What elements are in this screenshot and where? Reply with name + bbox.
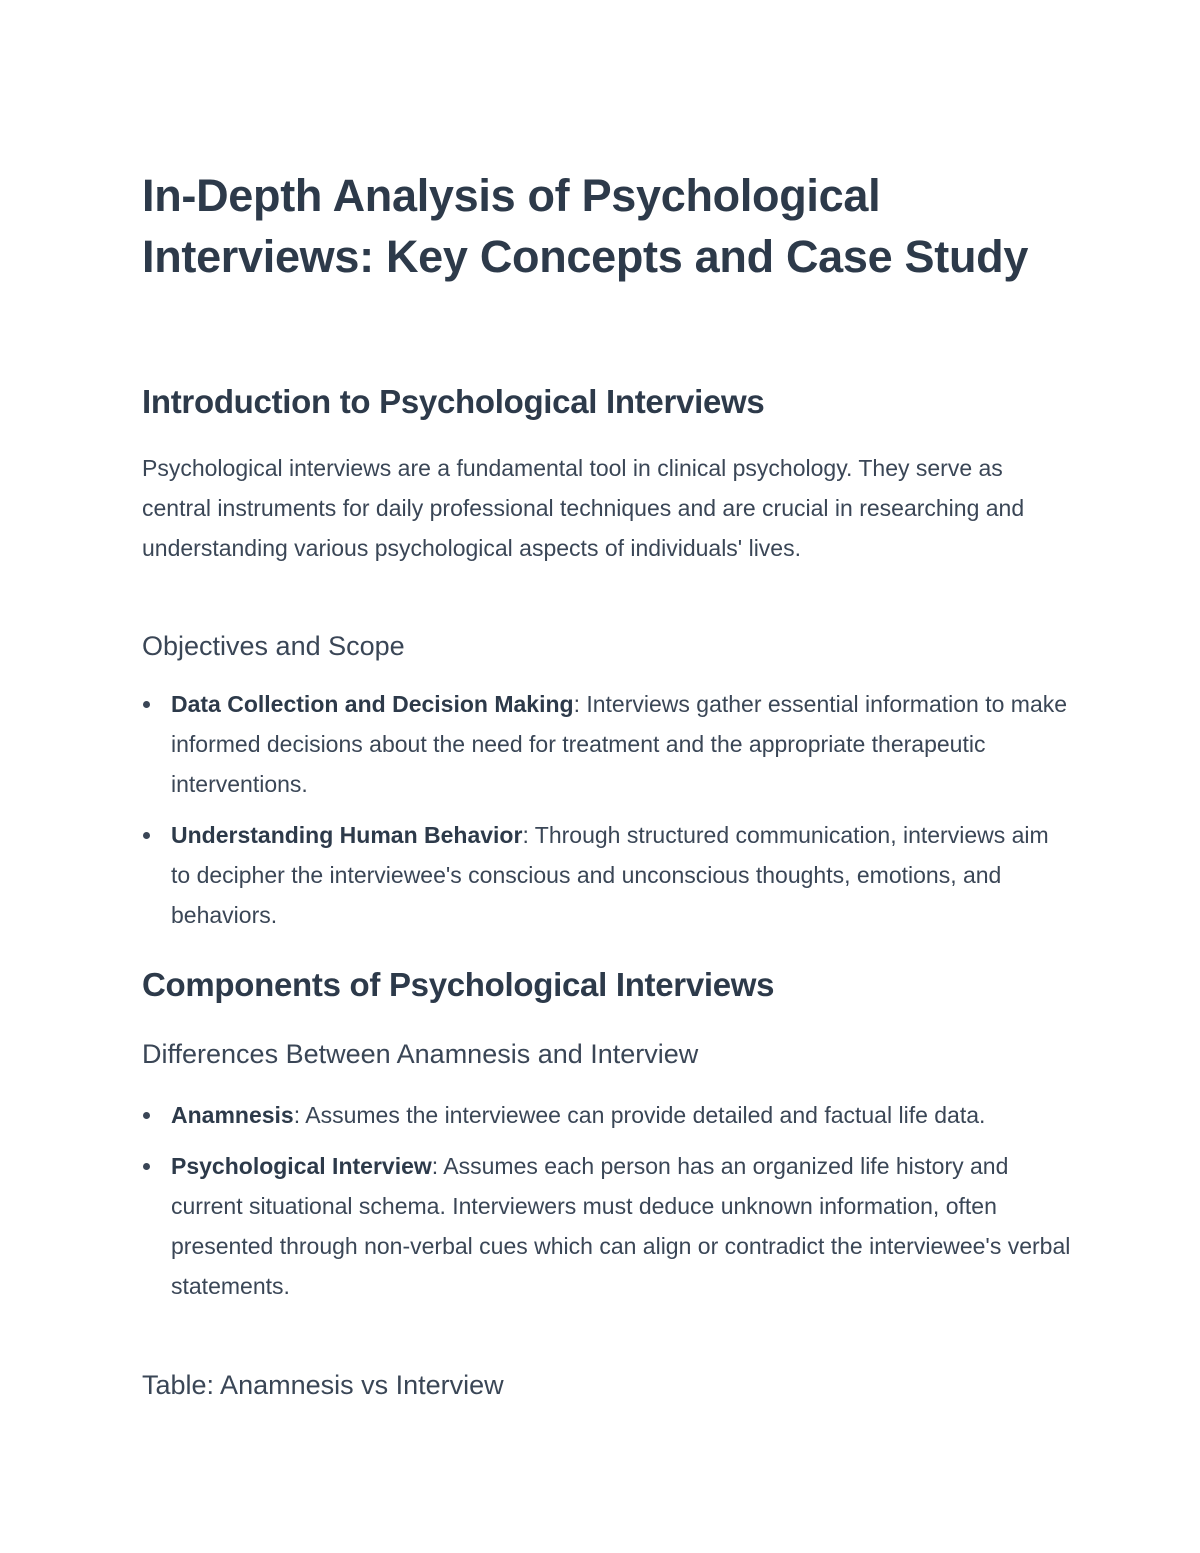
section-heading-introduction: Introduction to Psychological Interviews [142, 383, 765, 420]
differences-list [142, 1095, 1072, 1306]
bullet-icon [143, 701, 150, 708]
list-item-text: : Interviews gather essential information to make informed decisions about the need for treatment and the appropriate therapeutic interventions. [171, 691, 1068, 797]
list-item-text: : Assumes each person has an organized life history and current situational schema. Interviewers must deduce unknown information, often presented through non-verbal cues which can align or contradict the interviewee's verbal statements. [171, 1153, 1071, 1299]
document-title: In-Depth Analysis of Psychological Interviews: Key Concepts and Case Study [142, 170, 1029, 282]
list-item [142, 1095, 1072, 1135]
list-item [142, 684, 1072, 804]
bullet-icon [143, 832, 150, 839]
list-item-term: Anamnesis [171, 1102, 294, 1128]
list-item-text: : Assumes the interviewee can provide detailed and factual life data. [293, 1102, 986, 1128]
list-item-term: Understanding Human Behavior [171, 822, 523, 848]
section-heading-components: Components of Psychological Interviews [142, 966, 775, 1003]
list-item-text: : Through structured communication, interviews aim to decipher the interviewee's conscious and unconscious thoughts, emotions, and behaviors. [171, 822, 1049, 928]
subsection-heading-table: Table: Anamnesis vs Interview [142, 1370, 504, 1400]
list-item [142, 815, 1072, 935]
bullet-icon [143, 1112, 150, 1119]
bullet-icon [143, 1163, 150, 1170]
list-item-term: Data Collection and Decision Making [171, 691, 574, 717]
subsection-heading-objectives: Objectives and Scope [142, 631, 405, 661]
list-item [142, 1146, 1072, 1306]
list-item-term: Psychological Interview [171, 1153, 432, 1179]
objectives-list [142, 684, 1072, 935]
intro-paragraph: Psychological interviews are a fundamental tool in clinical psychology. They serve as central instruments for daily professional techniques and are crucial in researching and understanding various psychological aspects of individuals' lives. [142, 455, 1025, 561]
subsection-heading-differences: Differences Between Anamnesis and Interview [142, 1039, 699, 1069]
